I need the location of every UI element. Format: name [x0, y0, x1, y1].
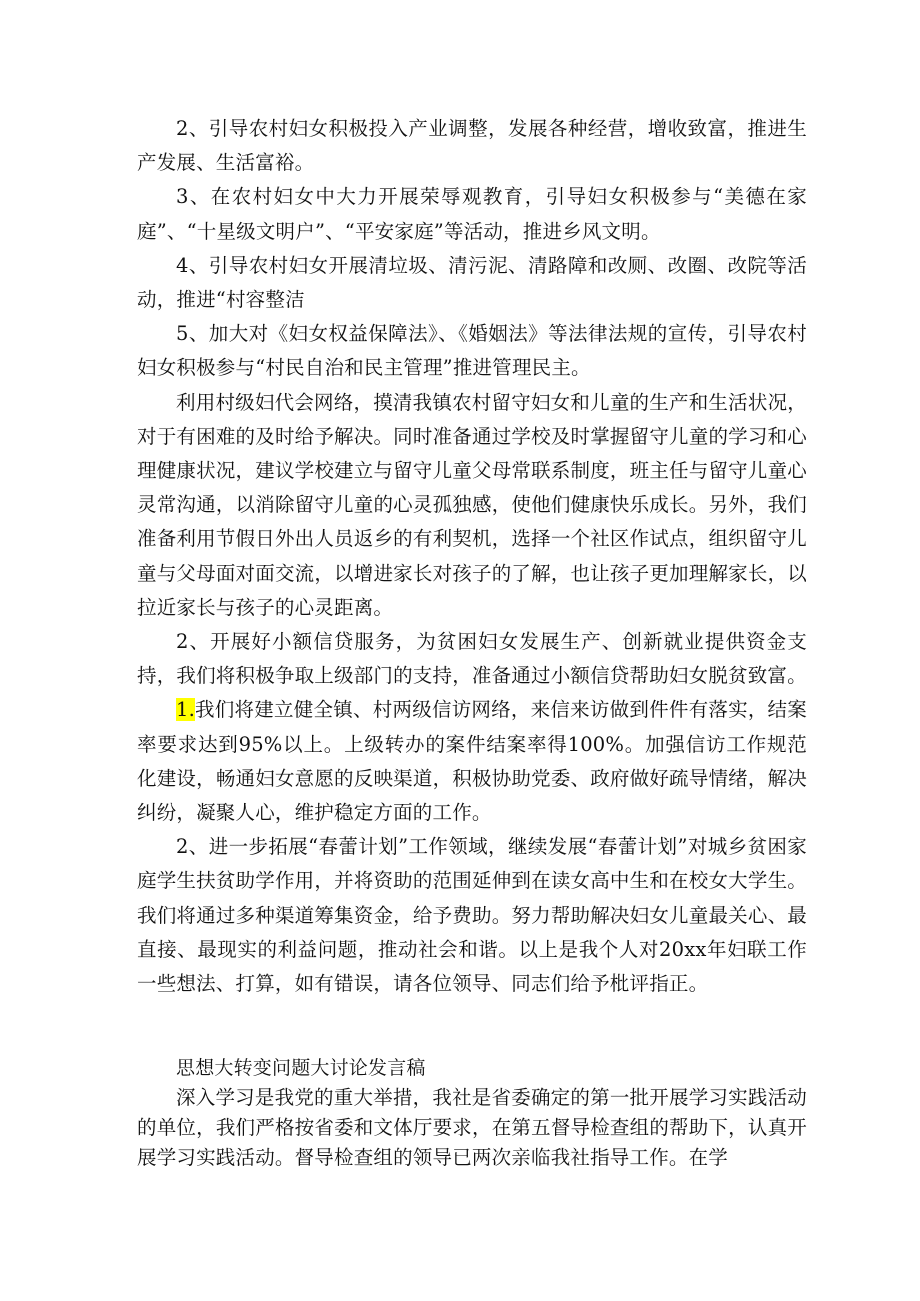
highlighted-marker: 1.: [176, 698, 196, 722]
paragraph-item-2: 2、引导农村妇女积极投入产业调整，发展各种经营，增收致富，推进生产发展、生活富裕。: [137, 117, 807, 175]
section-gap: [137, 1001, 807, 1053]
section-title: 思想大转变问题大讨论发言稿: [176, 1057, 426, 1080]
paragraph-item-3: 3、在农村妇女中大力开展荣辱观教育，引导妇女积极参与“美德在家庭”、“十星级文明户”、“平安家庭”等活动，推进乡风文明。: [137, 185, 807, 243]
paragraph-microcredit: 2、开展好小额信贷服务，为贫困妇女发展生产、创新就业提供资金支持，我们将积极争取上级部门的支持，准备通过小额信贷帮助妇女脱贫致富。: [137, 630, 807, 688]
document-body: [137, 112, 807, 1173]
paragraph-item-5: 5、加大对《妇女权益保障法》、《婚姻法》等法律法规的宣传，引导农村妇女积极参与“村民自治和民主管理”推进管理民主。: [137, 322, 807, 380]
section-body: 深入学习是我党的重大举措，我社是省委确定的第一批开展学习实践活动的单位，我们严格按省委和文体厅要求，在第五督导检查组的帮助下，认真开展学习实践活动。督导检查组的领导已两次亲临我社指导工作。在学: [137, 1086, 807, 1170]
paragraph-petition-text: 我们将建立健全镇、村两级信访网络，来信来访做到件件有落实，结案率要求达到95%以上。上级转办的案件结案率得100%。加强信访工作规范化建设，畅通妇女意愿的反映渠道，积极协助党委、政府做好疏导情绪，解决纠纷，凝聚人心，维护稳定方面的工作。: [137, 698, 807, 825]
paragraph-left-behind-children: 利用村级妇代会网络，摸清我镇农村留守妇女和儿童的生产和生活状况，对于有困难的及时给予解决。同时准备通过学校及时掌握留守儿童的学习和心理健康状况，建议学校建立与留守儿童父母常联系制度，班主任与留守儿童心灵常沟通，以消除留守儿童的心灵孤独感，使他们健康快乐成长。另外，我们准备利用节假日外出人员返乡的有利契机，选择一个社区作试点，组织留守儿童与父母面对面交流，以增进家长对孩子的了解，也让孩子更加理解家长，以拉近家长与孩子的心灵距离。: [137, 390, 807, 619]
paragraph-item-4: 4、引导农村妇女开展清垃圾、清污泥、清路障和改厕、改圈、改院等活动，推进“村容整洁: [137, 253, 807, 312]
paragraph-spring-bud-plan: 2、进一步拓展“春蕾计划”工作领域，继续发展“春蕾计划”对城乡贫困家庭学生扶贫助学作用，并将资助的范围延伸到在读女高中生和在校女大学生。我们将通过多种渠道筹集资金，给予费助。努力帮助解决妇女儿童最关心、最直接、最现实的利益问题，推动社会和谐。以上是我个人对20xx年妇联工作一些想法、打算，如有错误，请各位领导、同志们给予枇评指正。: [137, 835, 807, 996]
paragraph-petition-network: [137, 693, 807, 830]
